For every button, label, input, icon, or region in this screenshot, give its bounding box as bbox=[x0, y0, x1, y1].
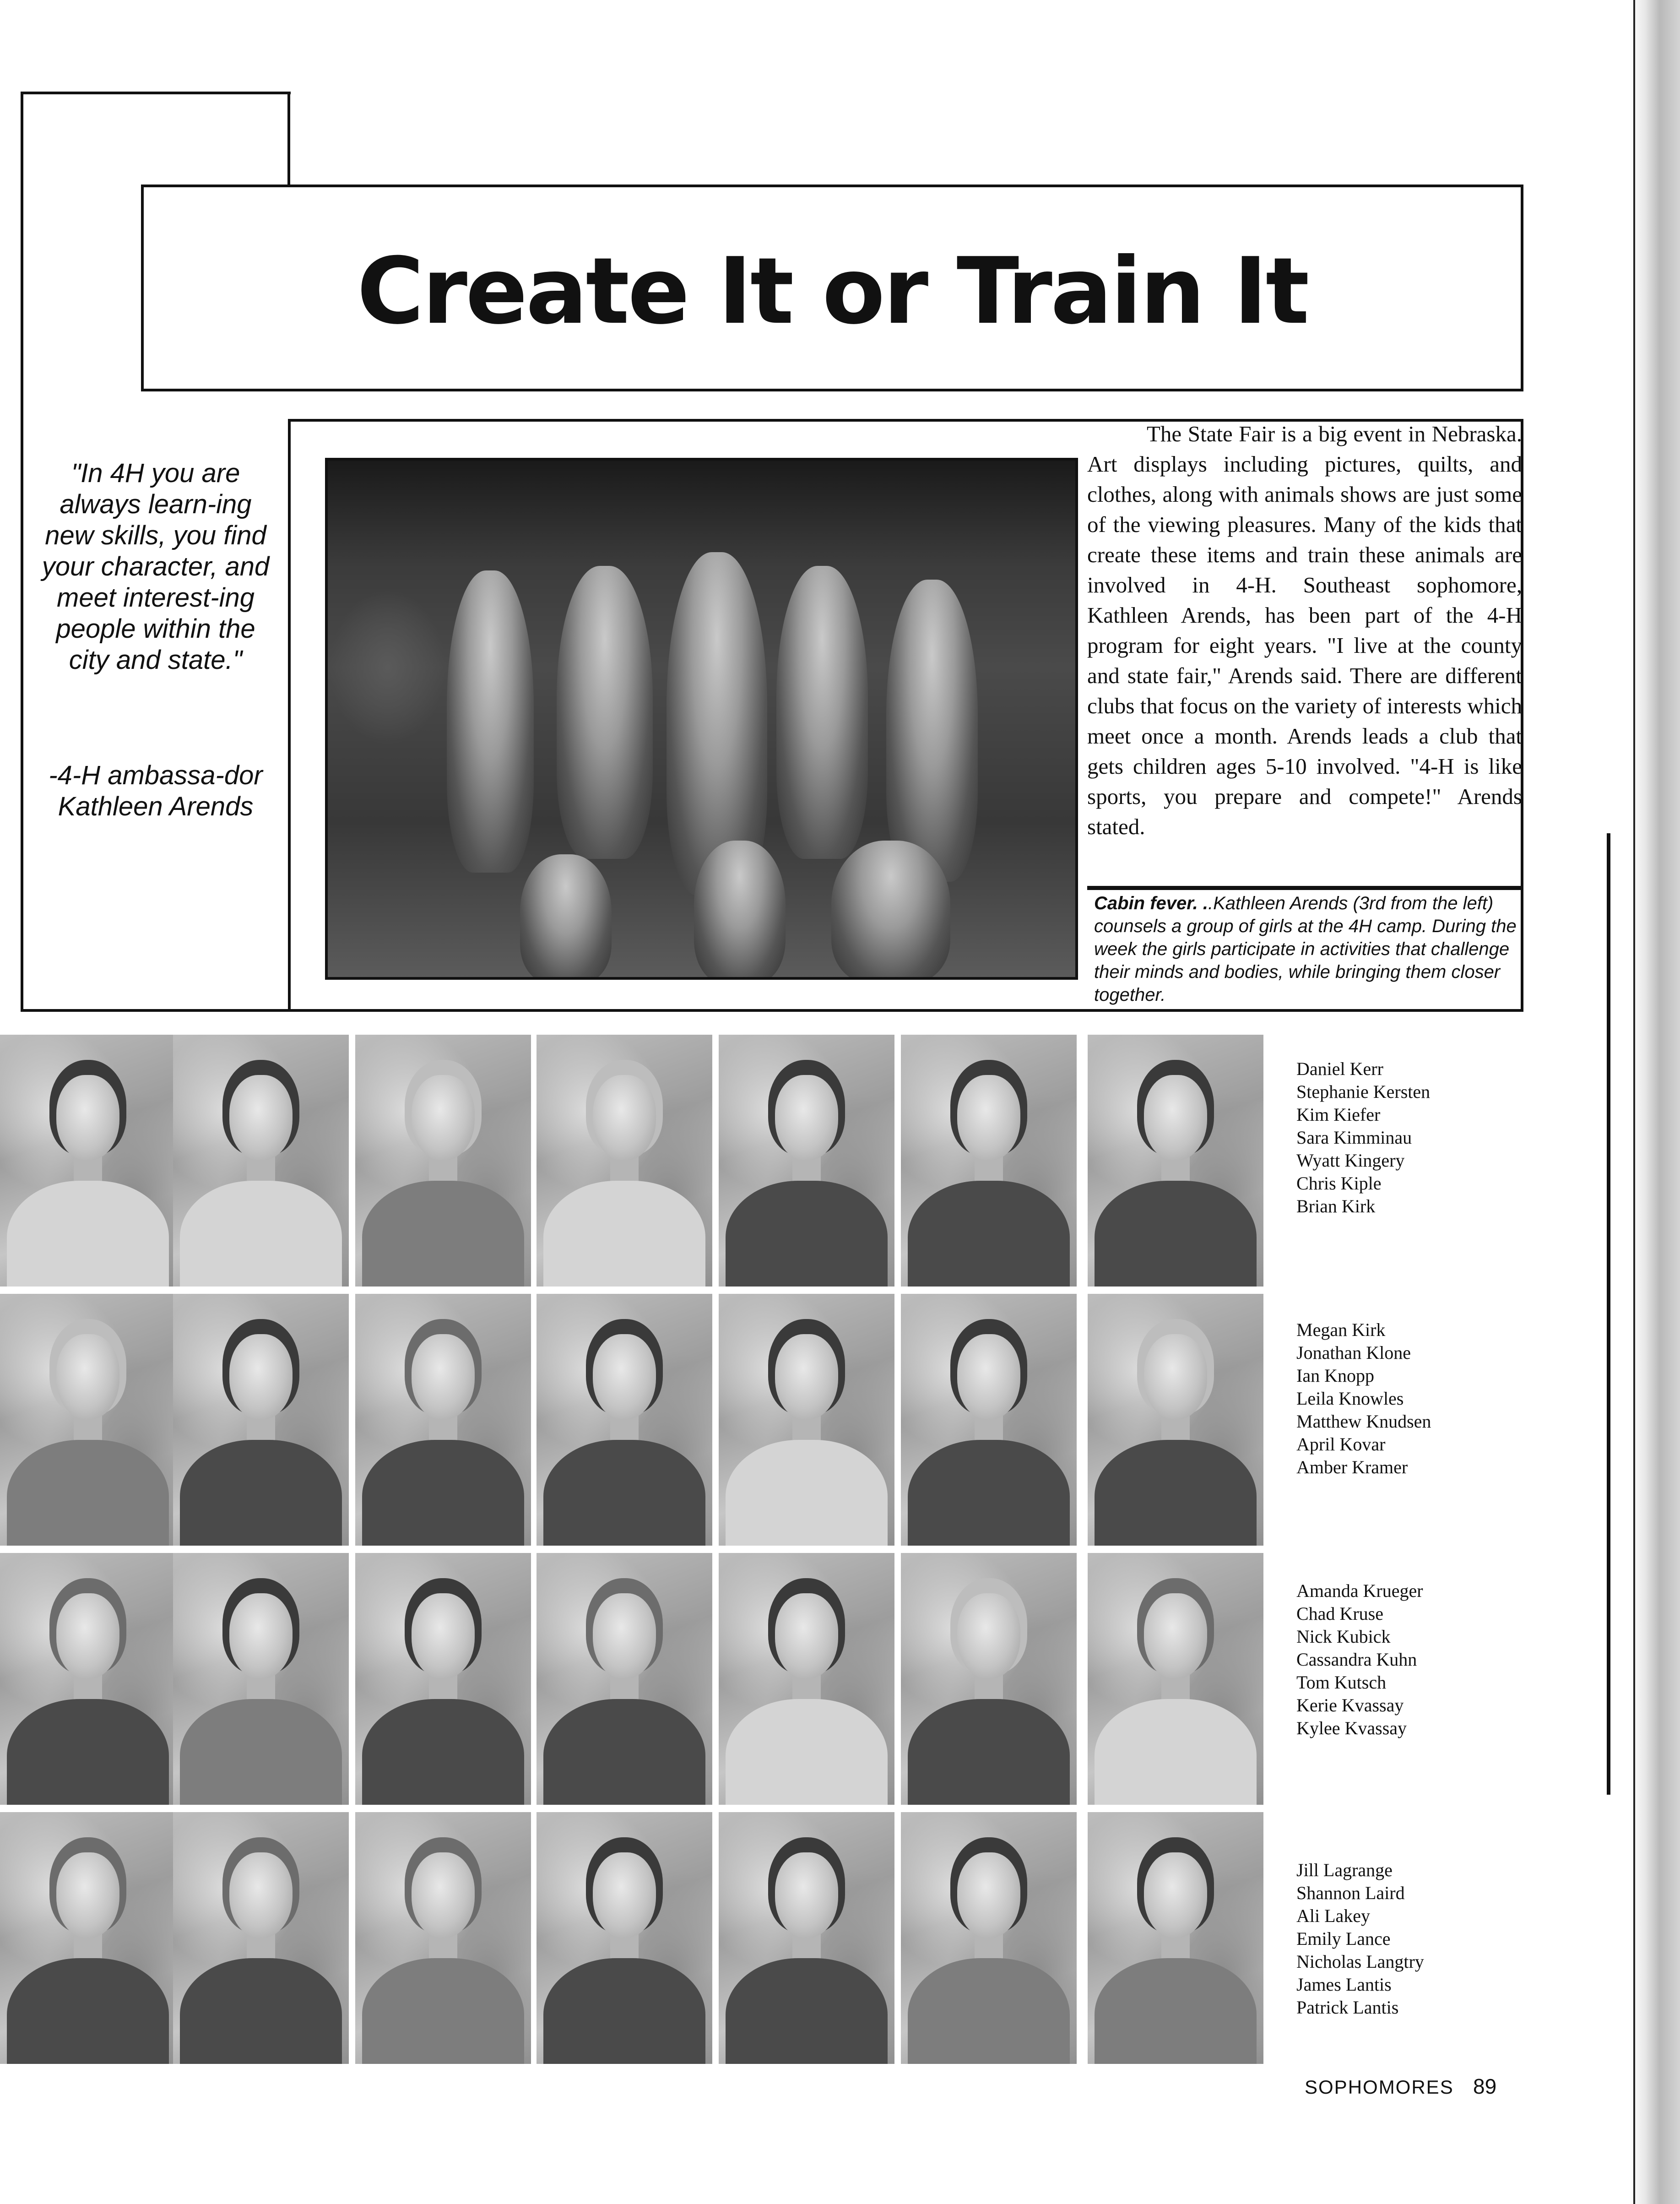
section-label: SOPHOMORES bbox=[1305, 2076, 1454, 2098]
student-name: April Kovar bbox=[1296, 1434, 1386, 1455]
student-name: Shannon Laird bbox=[1296, 1883, 1405, 1903]
student-name: Stephanie Kersten bbox=[1296, 1081, 1431, 1102]
name-list-row-1 bbox=[1296, 1058, 1525, 1218]
portrait bbox=[0, 1035, 176, 1287]
portrait bbox=[901, 1035, 1077, 1287]
student-name: James Lantis bbox=[1296, 1974, 1392, 1995]
portrait bbox=[901, 1553, 1077, 1805]
student-name: Ian Knopp bbox=[1296, 1365, 1374, 1386]
student-name: Nick Kubick bbox=[1296, 1626, 1391, 1647]
student-name: Jonathan Klone bbox=[1296, 1342, 1411, 1363]
portrait bbox=[0, 1812, 176, 2064]
student-name: Tom Kutsch bbox=[1296, 1672, 1387, 1693]
student-name: Chris Kiple bbox=[1296, 1173, 1382, 1194]
student-name: Leila Knowles bbox=[1296, 1388, 1404, 1409]
portrait bbox=[537, 1812, 712, 2064]
portrait bbox=[901, 1294, 1077, 1546]
portrait bbox=[901, 1812, 1077, 2064]
portrait bbox=[0, 1294, 176, 1546]
portrait bbox=[355, 1553, 531, 1805]
title-tab-left bbox=[21, 92, 23, 421]
portrait bbox=[0, 1553, 176, 1805]
page-edge-shadow bbox=[1630, 0, 1680, 2204]
page-number: 89 bbox=[1473, 2074, 1497, 2098]
portrait bbox=[719, 1294, 894, 1546]
student-name: Emily Lance bbox=[1296, 1928, 1391, 1949]
feature-photo bbox=[325, 458, 1078, 980]
portrait bbox=[173, 1035, 349, 1287]
caption-text: .Kathleen Arends (3rd from the left) counsels a group of girls at the 4H camp. During the week the girls participate in activities that challenge their minds and bodies, while bringing them closer together. bbox=[1094, 893, 1517, 1005]
portrait bbox=[173, 1812, 349, 2064]
student-name: Amanda Krueger bbox=[1296, 1580, 1423, 1601]
portrait bbox=[355, 1035, 531, 1287]
page-title: Create It or Train It bbox=[357, 238, 1308, 345]
story-text: The State Fair is a big event in Nebraska. Art displays including pictures, quilts, and clothes, along with animals shows are just some of the viewing pleasures. Many of the kids that create these items and train these animals are involved in 4-H. Southeast sophomore, Kathleen Arends, has been part of the 4-H program for eight years. "I live at the county and state fair," Arends said. There are different clubs that focus on the variety of interests which meet once a month. Arends leads a club that gets children ages 5-10 involved. "4-H is like sports, you prepare and compete!" Arends stated. bbox=[1087, 421, 1522, 839]
side-rule bbox=[1607, 833, 1610, 1795]
portrait bbox=[1088, 1035, 1263, 1287]
title-tab-top bbox=[21, 92, 291, 94]
portrait bbox=[719, 1035, 894, 1287]
portrait bbox=[173, 1553, 349, 1805]
student-name: Ali Lakey bbox=[1296, 1905, 1371, 1926]
photo-caption bbox=[1094, 892, 1522, 1006]
student-name: Daniel Kerr bbox=[1296, 1059, 1383, 1079]
page-edge-line bbox=[1633, 0, 1635, 2204]
portrait bbox=[1088, 1553, 1263, 1805]
portrait bbox=[173, 1294, 349, 1546]
student-name: Amber Kramer bbox=[1296, 1457, 1408, 1477]
name-list-row-4 bbox=[1296, 1859, 1525, 2019]
caption-lead: Cabin fever. . bbox=[1094, 893, 1208, 913]
pull-quote: "In 4H you are always learn-ing new skills, you find your character, and meet interest-ing people within the city and state." bbox=[42, 458, 270, 675]
student-name: Brian Kirk bbox=[1296, 1196, 1376, 1216]
portrait bbox=[537, 1553, 712, 1805]
title-tab-right bbox=[287, 92, 290, 187]
student-name: Nicholas Langtry bbox=[1296, 1951, 1424, 1972]
portrait bbox=[719, 1553, 894, 1805]
student-name: Kim Kiefer bbox=[1296, 1104, 1381, 1125]
name-list-row-2 bbox=[1296, 1319, 1525, 1479]
student-name: Sara Kimminau bbox=[1296, 1127, 1412, 1148]
portrait bbox=[355, 1812, 531, 2064]
student-name: Cassandra Kuhn bbox=[1296, 1649, 1417, 1670]
student-name: Kylee Kvassay bbox=[1296, 1718, 1407, 1738]
student-name: Wyatt Kingery bbox=[1296, 1150, 1405, 1171]
portrait bbox=[1088, 1812, 1263, 2064]
quote-attribution: -4-H ambassa-dor Kathleen Arends bbox=[49, 760, 263, 821]
student-name: Patrick Lantis bbox=[1296, 1997, 1399, 2018]
portrait bbox=[355, 1294, 531, 1546]
student-name: Kerie Kvassay bbox=[1296, 1695, 1404, 1715]
portrait bbox=[537, 1294, 712, 1546]
name-list-row-3 bbox=[1296, 1580, 1525, 1740]
caption-rule bbox=[1087, 886, 1522, 890]
student-name: Megan Kirk bbox=[1296, 1319, 1386, 1340]
portrait bbox=[719, 1812, 894, 2064]
student-name: Matthew Knudsen bbox=[1296, 1411, 1431, 1432]
student-name: Jill Lagrange bbox=[1296, 1860, 1393, 1880]
portrait bbox=[1088, 1294, 1263, 1546]
portrait bbox=[537, 1035, 712, 1287]
student-name: Chad Kruse bbox=[1296, 1603, 1383, 1624]
